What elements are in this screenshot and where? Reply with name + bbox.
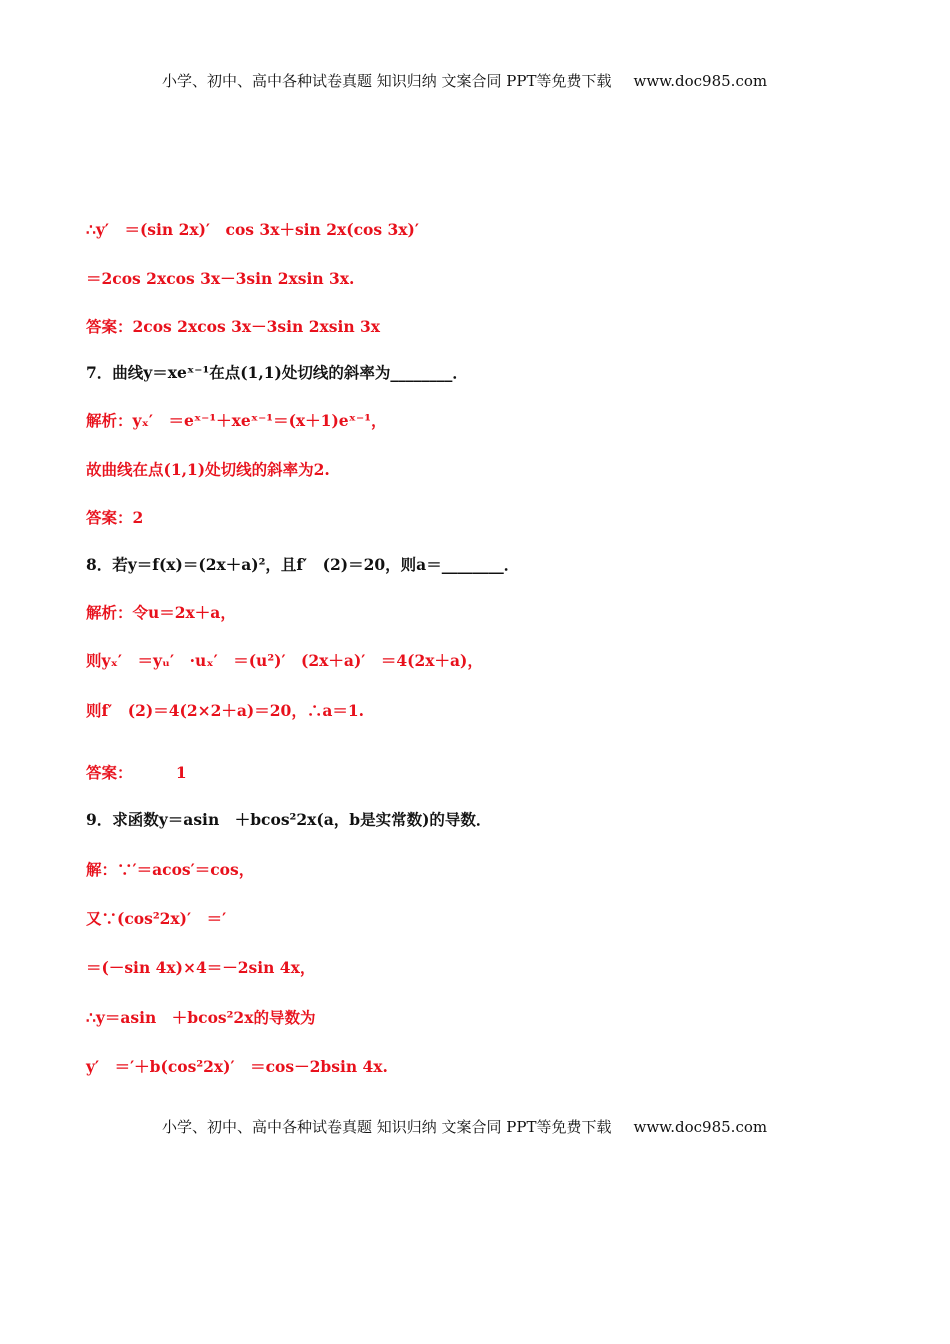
analysis-7: 解析：yₓ′ ＝eˣ⁻¹＋xeˣ⁻¹＝(x＋1)eˣ⁻¹， <box>86 411 387 430</box>
page-header <box>162 70 802 91</box>
answer-8 <box>86 763 187 783</box>
question-8: 8．若y＝f(x)＝(2x＋a)²，且f′ (2)＝20，则a＝________． <box>86 555 520 574</box>
solution-9-1: 解：∵′＝acos′＝cos， <box>86 860 255 879</box>
analysis-8: 解析：令u＝2x＋a， <box>86 603 236 622</box>
derivation-8-1: 则yₓ′ ＝yᵤ′ ·uₓ′ ＝(u²)′ (2x＋a)′ ＝4(2x＋a)， <box>86 651 483 670</box>
question-7: 7．曲线y＝xeˣ⁻¹在点(1,1)处切线的斜率为________． <box>86 363 468 382</box>
header-text: 小学、初中、高中各种试卷真题 知识归纳 文案合同 PPT等免费下载 <box>162 72 612 90</box>
answer-6: 答案：2cos 2xcos 3x－3sin 2xsin 3x <box>86 317 381 336</box>
header-site: www.doc985.com <box>633 72 768 90</box>
footer-site: www.doc985.com <box>633 1118 768 1136</box>
derivation-8-2: 则f′ (2)＝4(2×2＋a)＝20，∴a＝1. <box>86 701 365 720</box>
derivation-line-1: ∴y′ ＝(sin 2x)′ cos 3x＋sin 2x(cos 3x)′ <box>86 220 419 239</box>
question-9: 9．求函数y＝asin ＋bcos²2x(a，b是实常数)的导数． <box>86 810 492 829</box>
solution-9-4: ∴y＝asin ＋bcos²2x的导数为 <box>86 1008 316 1027</box>
solution-9-5: y′ ＝′＋b(cos²2x)′ ＝cos－2bsin 4x. <box>86 1057 388 1076</box>
derivation-line-2: ＝2cos 2xcos 3x－3sin 2xsin 3x. <box>86 269 355 288</box>
footer-text: 小学、初中、高中各种试卷真题 知识归纳 文案合同 PPT等免费下载 <box>162 1118 612 1136</box>
answer-label: 答案： <box>86 763 133 782</box>
solution-9-3: ＝(－sin 4x)×4＝－2sin 4x， <box>86 958 316 977</box>
solution-9-2: 又∵(cos²2x)′ ＝′ <box>86 909 227 928</box>
page-footer <box>162 1116 802 1137</box>
answer-value: 1 <box>175 763 187 782</box>
answer-7: 答案：2 <box>86 508 144 527</box>
conclusion-7: 故曲线在点(1,1)处切线的斜率为2. <box>86 460 330 479</box>
